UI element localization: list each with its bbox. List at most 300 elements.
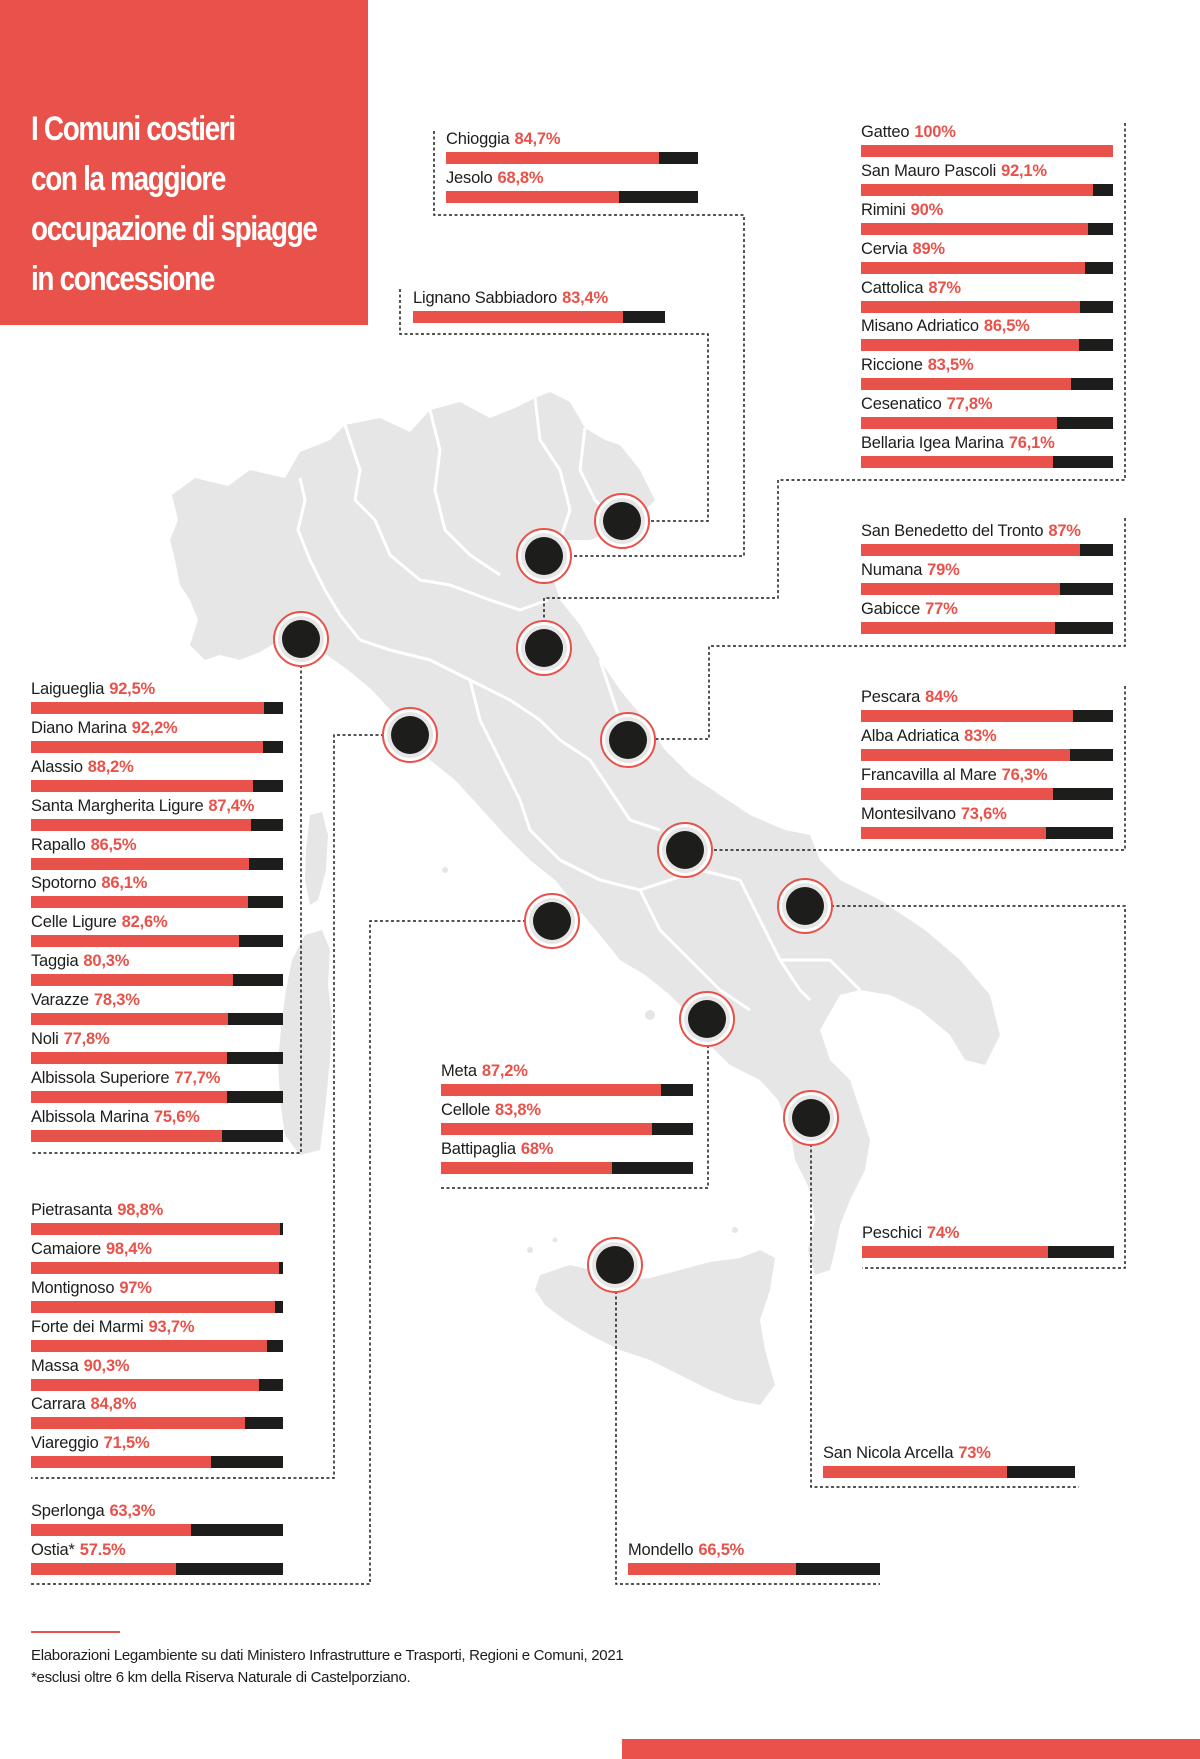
bar-label (31, 1199, 163, 1221)
bar-row (31, 1028, 283, 1067)
progress-bar-fill (31, 741, 263, 753)
bar-row (31, 989, 283, 1028)
bar-row (861, 354, 1113, 393)
bar-label (31, 1106, 200, 1128)
marker-lazio (525, 894, 579, 948)
bar-row (31, 756, 283, 795)
bar-label (628, 1539, 744, 1561)
bar-row (861, 315, 1113, 354)
bar-row (861, 686, 1113, 725)
progress-bar-fill (861, 583, 1060, 595)
bar-row (31, 1238, 283, 1277)
bar-row (861, 121, 1113, 160)
comune-name: Pietrasanta (31, 1201, 113, 1219)
comune-name: Gatteo (861, 123, 910, 141)
bar-label (31, 1028, 109, 1050)
percentage-value: 89% (912, 239, 945, 258)
marker-emilia (517, 621, 571, 675)
percentage-value: 77,8% (946, 395, 993, 414)
bar-row (31, 717, 283, 756)
bar-label (31, 795, 254, 817)
bar-label (861, 121, 956, 143)
group-abruzzo (861, 686, 1113, 842)
comune-name: Alassio (31, 757, 83, 776)
bar-label (861, 199, 943, 221)
percentage-value: 57.5% (79, 1540, 126, 1559)
percentage-value: 76,3% (1001, 765, 1048, 784)
bar-row (861, 764, 1113, 803)
group-toscana (31, 1199, 283, 1471)
bar-row (31, 950, 283, 989)
marker-marche (601, 713, 655, 767)
progress-bar (31, 896, 283, 908)
comune-name: Mondello (628, 1541, 694, 1559)
bar-row (861, 520, 1113, 559)
marker-liguria (274, 612, 328, 666)
progress-bar (861, 827, 1113, 839)
comune-name: Chioggia (446, 130, 510, 148)
comune-name: Lignano Sabbiadoro (413, 289, 558, 307)
bar-label (861, 393, 992, 415)
progress-bar (441, 1162, 693, 1174)
bar-label (31, 1277, 152, 1299)
bar-row (446, 167, 698, 206)
group-sicilia (628, 1539, 880, 1578)
comune-name: Cesenatico (861, 395, 942, 414)
progress-bar (31, 1417, 283, 1429)
percentage-value: 98,4% (105, 1239, 152, 1258)
bar-label (31, 1432, 149, 1454)
bar-label (31, 717, 178, 739)
progress-bar (31, 1223, 283, 1235)
progress-bar-fill (31, 974, 233, 986)
progress-bar-fill (861, 301, 1080, 313)
progress-bar (31, 935, 283, 947)
bar-row (861, 199, 1113, 238)
progress-bar (31, 819, 283, 831)
comune-name: Varazze (31, 991, 89, 1010)
comune-name: Montignoso (31, 1278, 115, 1297)
percentage-value: 75,6% (153, 1107, 200, 1126)
bar-row (861, 598, 1113, 637)
bar-row (441, 1060, 693, 1099)
percentage-value: 98,8% (117, 1201, 164, 1219)
bar-row (441, 1099, 693, 1138)
bar-label (31, 1238, 152, 1260)
bar-label (861, 354, 973, 376)
percentage-value: 73,6% (960, 804, 1007, 823)
progress-bar (31, 1301, 283, 1313)
progress-bar-fill (31, 1013, 228, 1025)
decorative-corner-bar (622, 1739, 1200, 1759)
progress-bar-fill (628, 1563, 796, 1575)
bar-label (441, 1099, 541, 1121)
progress-bar-fill (31, 1524, 191, 1536)
percentage-value: 87,4% (208, 796, 255, 815)
percentage-value: 86,5% (983, 317, 1030, 336)
bar-row (861, 559, 1113, 598)
bar-row (861, 238, 1113, 277)
progress-bar-fill (823, 1466, 1007, 1478)
progress-bar-fill (31, 1301, 275, 1313)
comune-name: Rapallo (31, 835, 86, 854)
bar-label (861, 725, 997, 747)
marker-san-nicola (784, 1091, 838, 1145)
bar-row (31, 1067, 283, 1106)
comune-name: Albissola Superiore (31, 1068, 170, 1087)
comune-name: Viareggio (31, 1434, 99, 1453)
comune-name: Francavilla al Mare (861, 765, 997, 784)
group-campania (441, 1060, 693, 1177)
progress-bar (31, 780, 283, 792)
progress-bar-fill (413, 311, 623, 323)
progress-bar-fill (861, 378, 1071, 390)
progress-bar-fill (861, 262, 1085, 274)
group-liguria (31, 678, 283, 1145)
bar-label (446, 128, 560, 150)
comune-name: Cervia (861, 239, 908, 258)
percentage-value: 90,3% (83, 1356, 130, 1375)
progress-bar (446, 191, 698, 203)
bar-row (31, 834, 283, 873)
bar-row (861, 725, 1113, 764)
percentage-value: 84,8% (90, 1395, 137, 1414)
percentage-value: 86,5% (90, 835, 137, 854)
group-lazio (31, 1500, 283, 1578)
progress-bar-fill (861, 788, 1053, 800)
percentage-value: 87% (928, 278, 961, 297)
progress-bar (31, 1091, 283, 1103)
group-friuli (413, 287, 665, 326)
progress-bar (31, 1340, 283, 1352)
comune-name: Laigueglia (31, 680, 105, 698)
comune-name: Riccione (861, 356, 923, 375)
bar-row (446, 128, 698, 167)
progress-bar (861, 583, 1113, 595)
bar-label (31, 989, 140, 1011)
bar-row (441, 1138, 693, 1177)
percentage-value: 92,1% (1001, 161, 1047, 180)
bar-label (861, 764, 1047, 786)
progress-bar-fill (861, 184, 1093, 196)
bar-row (31, 1355, 283, 1394)
bar-label (861, 315, 1030, 337)
bar-row (31, 1106, 283, 1145)
percentage-value: 90% (910, 200, 944, 219)
percentage-value: 84% (925, 688, 958, 706)
percentage-value: 68,8% (497, 168, 544, 187)
percentage-value: 86,1% (101, 874, 148, 893)
percentage-value: 73% (958, 1444, 991, 1462)
bar-label (31, 911, 167, 933)
bar-label (446, 167, 543, 189)
bar-row (413, 287, 665, 326)
comune-name: Sperlonga (31, 1502, 105, 1520)
bar-row (861, 393, 1113, 432)
bar-row (31, 1199, 283, 1238)
progress-bar (31, 1052, 283, 1064)
comune-name: Albissola Marina (31, 1107, 149, 1126)
bar-label (31, 1316, 194, 1338)
bar-label (861, 803, 1007, 825)
title-line: I Comuni costieri (31, 110, 235, 148)
bar-label (861, 598, 958, 620)
bar-label (861, 277, 961, 299)
bar-row (861, 160, 1113, 199)
percentage-value: 92,2% (131, 718, 178, 737)
bar-label (31, 678, 155, 700)
percentage-value: 83,8% (495, 1100, 541, 1119)
percentage-value: 66,5% (698, 1541, 745, 1559)
bar-row (628, 1539, 880, 1578)
comune-name: Camaiore (31, 1239, 101, 1258)
bar-label (861, 238, 945, 260)
bar-label (441, 1060, 528, 1082)
comune-name: Noli (31, 1030, 59, 1049)
bar-row (823, 1442, 1075, 1481)
percentage-value: 87,2% (481, 1062, 528, 1080)
percentage-value: 83,5% (927, 356, 974, 375)
comune-name: Montesilvano (861, 804, 956, 823)
comune-name: Jesolo (446, 168, 493, 187)
footer-divider (31, 1631, 120, 1633)
percentage-value: 63,3% (109, 1502, 156, 1520)
marker-abruzzo (658, 823, 712, 877)
bar-label (31, 950, 129, 972)
progress-bar (31, 1563, 283, 1575)
progress-bar (861, 262, 1113, 274)
percentage-value: 76,1% (1008, 434, 1055, 453)
progress-bar (861, 301, 1113, 313)
bar-label (823, 1442, 991, 1464)
progress-bar-fill (861, 544, 1080, 556)
comune-name: Misano Adriatico (861, 317, 979, 336)
comune-name: Alba Adriatica (861, 726, 960, 745)
bar-label (441, 1138, 553, 1160)
progress-bar-fill (861, 339, 1079, 351)
bar-row (31, 911, 283, 950)
marker-campania (680, 992, 734, 1046)
percentage-value: 100% (914, 123, 956, 141)
progress-bar-fill (861, 456, 1053, 468)
progress-bar-fill (31, 1417, 245, 1429)
comune-name: Numana (861, 560, 923, 579)
group-emilia-romagna (861, 121, 1113, 471)
comune-name: San Benedetto del Tronto (861, 522, 1044, 540)
comune-name: Massa (31, 1356, 79, 1375)
progress-bar (628, 1563, 880, 1575)
progress-bar-fill (441, 1084, 661, 1096)
comune-name: Taggia (31, 952, 79, 971)
bar-row (31, 1432, 283, 1471)
comune-name: Diano Marina (31, 718, 127, 737)
bar-label (31, 1393, 136, 1415)
comune-name: San Mauro Pascoli (861, 161, 997, 180)
progress-bar-fill (861, 749, 1070, 761)
progress-bar-fill (446, 191, 619, 203)
source-note: Elaborazioni Legambiente su dati Ministero Infrastrutture e Trasporti, Regioni e Comuni, 2021 (31, 1647, 624, 1664)
comune-name: Cattolica (861, 278, 924, 297)
percentage-value: 77% (925, 599, 958, 618)
progress-bar (31, 1379, 283, 1391)
percentage-value: 78,3% (93, 991, 140, 1010)
marker-peschici (778, 879, 832, 933)
footnote: *esclusi oltre 6 km della Riserva Naturale di Castelporziano. (31, 1669, 411, 1686)
comune-name: Peschici (862, 1224, 922, 1242)
marker-toscana (383, 708, 437, 762)
bar-label (31, 1067, 220, 1089)
comune-name: Meta (441, 1062, 477, 1080)
group-puglia (862, 1222, 1114, 1261)
marker-mondello (588, 1238, 642, 1292)
progress-bar-fill (31, 1130, 222, 1142)
comune-name: Ostia* (31, 1540, 75, 1559)
percentage-value: 93,7% (148, 1317, 195, 1336)
progress-bar-fill (31, 1052, 227, 1064)
bar-row (861, 432, 1113, 471)
progress-bar-fill (861, 710, 1073, 722)
progress-bar-fill (31, 1379, 259, 1391)
comune-name: Santa Margherita Ligure (31, 796, 204, 815)
bar-row (31, 795, 283, 834)
bar-row (31, 1316, 283, 1355)
bar-label (862, 1222, 959, 1244)
progress-bar (861, 749, 1113, 761)
progress-bar-fill (31, 780, 253, 792)
comune-name: Battipaglia (441, 1139, 516, 1158)
progress-bar (31, 974, 283, 986)
bar-row (31, 1277, 283, 1316)
bar-label (861, 559, 960, 581)
comune-name: Cellole (441, 1100, 491, 1119)
percentage-value: 68% (520, 1139, 554, 1158)
progress-bar (31, 702, 283, 714)
bar-row (861, 803, 1113, 842)
progress-bar-fill (31, 1340, 267, 1352)
comune-name: Bellaria Igea Marina (861, 434, 1004, 453)
percentage-value: 83,4% (562, 289, 608, 307)
progress-bar-fill (31, 1223, 280, 1235)
title-line: con la maggiore (31, 160, 226, 198)
percentage-value: 83% (964, 726, 997, 745)
percentage-value: 79% (927, 560, 960, 579)
bar-label (31, 1539, 126, 1561)
bar-row (31, 1500, 283, 1539)
progress-bar (862, 1246, 1114, 1258)
progress-bar (31, 1262, 283, 1274)
bar-row (31, 1393, 283, 1432)
progress-bar (861, 378, 1113, 390)
bar-label (861, 160, 1047, 182)
progress-bar-fill (861, 223, 1088, 235)
bar-label (861, 520, 1081, 542)
progress-bar-fill (31, 819, 251, 831)
title-line: occupazione di spiagge (31, 210, 317, 248)
bar-label (861, 686, 958, 708)
progress-bar-fill (31, 1091, 227, 1103)
progress-bar (446, 152, 698, 164)
marker-chioggia (517, 529, 571, 583)
progress-bar (861, 544, 1113, 556)
progress-bar (441, 1084, 693, 1096)
bar-label (31, 1500, 155, 1522)
percentage-value: 92,5% (109, 680, 156, 698)
bar-label (31, 1355, 129, 1377)
progress-bar-fill (441, 1162, 612, 1174)
percentage-value: 87% (1048, 522, 1081, 540)
progress-bar-fill (861, 827, 1046, 839)
progress-bar (31, 741, 283, 753)
bar-label (31, 756, 134, 778)
bar-row (861, 277, 1113, 316)
progress-bar (861, 223, 1113, 235)
progress-bar-fill (31, 858, 249, 870)
progress-bar-fill (862, 1246, 1048, 1258)
progress-bar (441, 1123, 693, 1135)
progress-bar (861, 339, 1113, 351)
bar-label (31, 834, 136, 856)
bar-row (31, 678, 283, 717)
bar-row (31, 1539, 283, 1578)
percentage-value: 80,3% (83, 952, 130, 971)
progress-bar (31, 1524, 283, 1536)
comune-name: Gabicce (861, 599, 921, 618)
progress-bar (861, 622, 1113, 634)
progress-bar-fill (31, 1563, 176, 1575)
progress-bar (861, 710, 1113, 722)
comune-name: Spotorno (31, 874, 97, 893)
group-veneto (446, 128, 698, 206)
progress-bar (31, 1130, 283, 1142)
comune-name: Carrara (31, 1395, 86, 1414)
marker-lignano (595, 494, 649, 548)
title-line: in concessione (31, 260, 215, 298)
footer (31, 1645, 623, 1689)
percentage-value: 88,2% (87, 757, 134, 776)
progress-bar (861, 456, 1113, 468)
progress-bar (31, 1013, 283, 1025)
progress-bar-fill (31, 1262, 279, 1274)
progress-bar-fill (861, 145, 1113, 157)
percentage-value: 84,7% (514, 130, 561, 148)
progress-bar (861, 184, 1113, 196)
progress-bar (861, 145, 1113, 157)
comune-name: Pescara (861, 688, 921, 706)
progress-bar-fill (441, 1123, 652, 1135)
progress-bar-fill (861, 417, 1057, 429)
bar-label (31, 872, 147, 894)
progress-bar-fill (861, 622, 1055, 634)
progress-bar-fill (31, 935, 239, 947)
comune-name: San Nicola Arcella (823, 1444, 954, 1462)
percentage-value: 71,5% (103, 1434, 150, 1453)
progress-bar (861, 417, 1113, 429)
progress-bar-fill (31, 1456, 211, 1468)
percentage-value: 74% (926, 1224, 960, 1242)
progress-bar (413, 311, 665, 323)
group-calabria (823, 1442, 1075, 1481)
percentage-value: 97% (119, 1278, 152, 1297)
bar-row (31, 872, 283, 911)
percentage-value: 82,6% (121, 913, 168, 932)
progress-bar-fill (446, 152, 659, 164)
comune-name: Forte dei Marmi (31, 1317, 144, 1336)
comune-name: Celle Ligure (31, 913, 117, 932)
progress-bar (861, 788, 1113, 800)
percentage-value: 77,7% (174, 1068, 221, 1087)
bar-label (861, 432, 1055, 454)
comune-name: Rimini (861, 200, 906, 219)
